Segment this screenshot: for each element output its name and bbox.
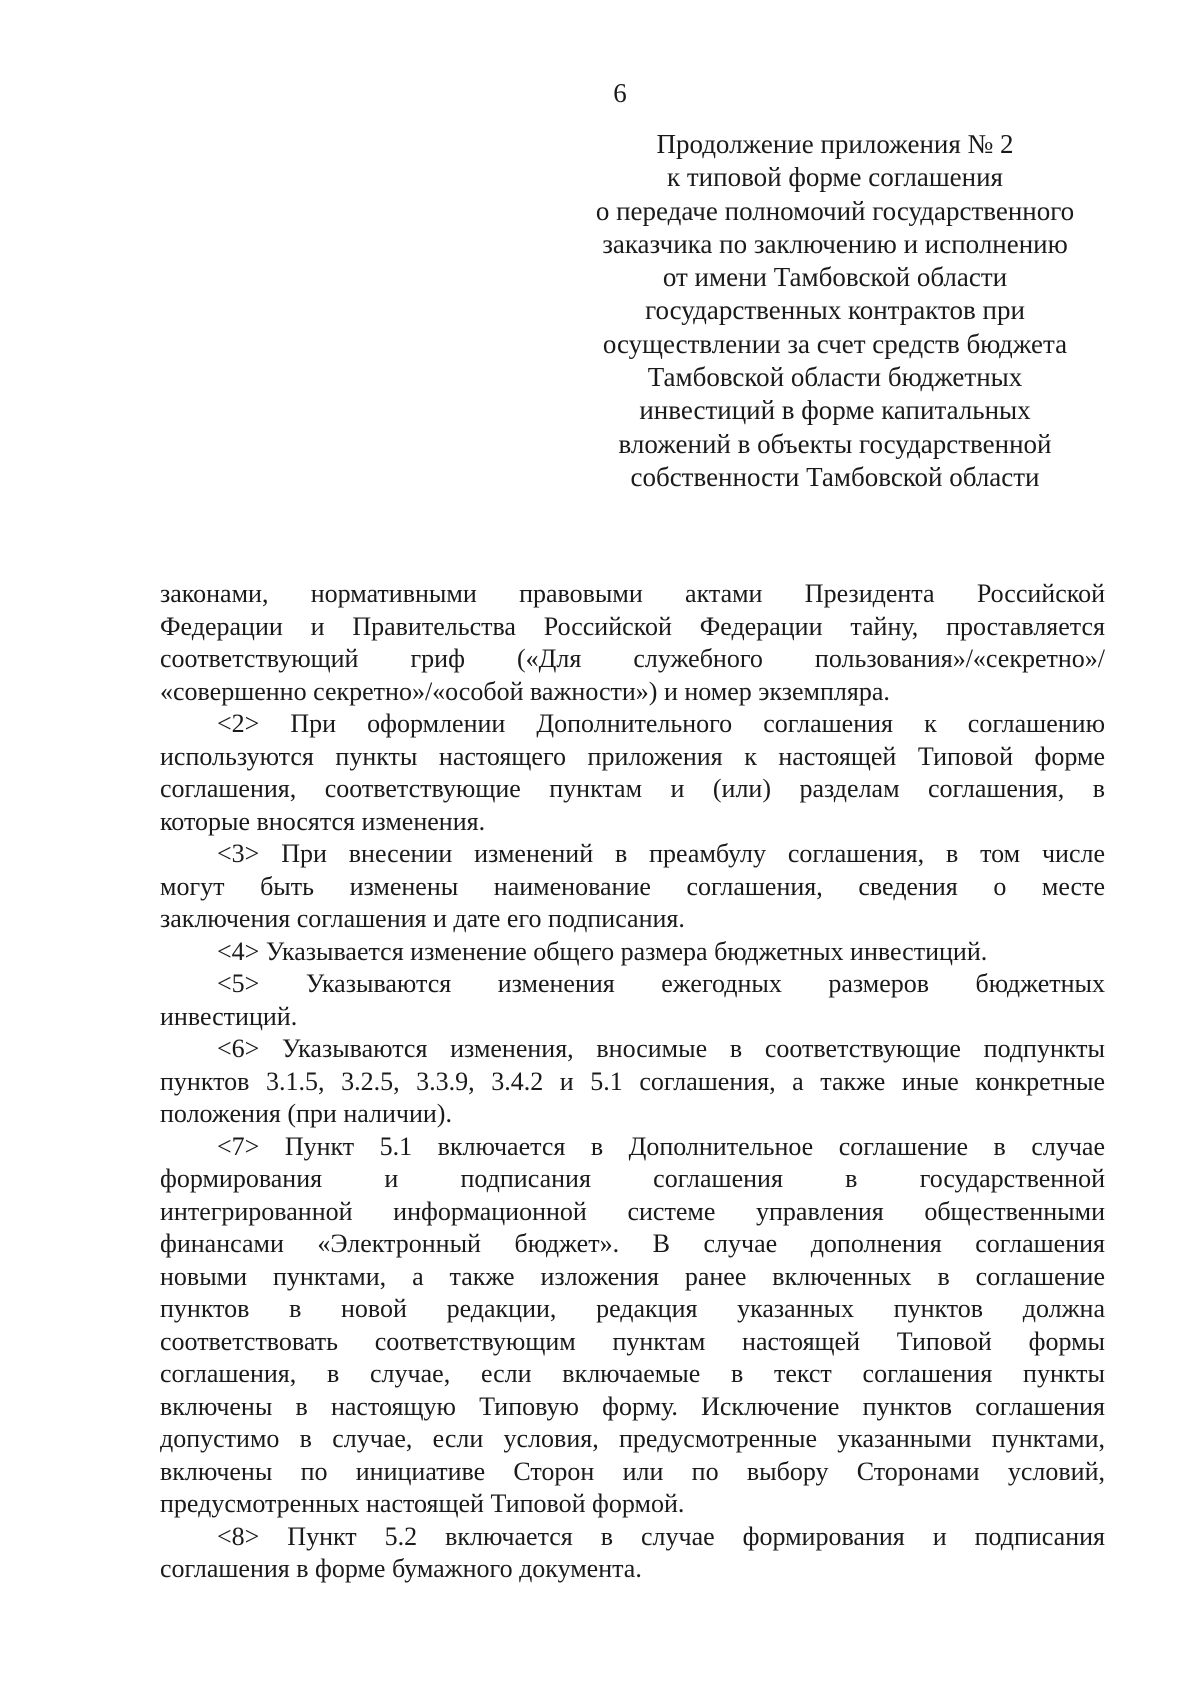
text-line: <4> Указывается изменение общего размера бюджетных инвестиций. [217,936,988,966]
text-line: используются пункты настоящего приложения к настоящей Типовой форме [160,741,1105,771]
paragraph-continuation [160,578,1105,708]
header-line: инвестиций в форме капитальных [639,395,1031,426]
text-line: новыми пунктами, а также изложения ранее включенных в соглашение [160,1261,1105,1291]
appendix-header [585,128,1085,494]
text-line: соответствующий гриф («Для служебного пользования»/«секретно»/ [160,644,1105,673]
text-line: включены в настоящую Типовую форму. Исключение пунктов соглашения [160,1391,1105,1421]
header-line: осуществлении за счет средств бюджета [602,328,1068,359]
header-line: Продолжение приложения № 2 [656,129,1014,159]
text-line: <3> При внесении изменений в преамбулу соглашения, в том числе [217,839,1105,868]
text-line: законами, нормативными правовыми актами Президента Российской [160,579,1105,608]
text-line: <2> При оформлении Дополнительного соглашения к соглашению [217,709,1105,738]
footnote-paragraph [160,708,1105,838]
header-line: государственных контрактов при [645,295,1025,326]
text-line: предусмотренных настоящей Типовой формой. [160,1489,685,1518]
page-number: 6 [613,78,627,108]
footnote-paragraph [160,838,1105,936]
header-line: от имени Тамбовской области [662,262,1008,293]
text-line: «совершенно секретно»/«особой важности») и номер экземпляра. [160,676,890,706]
footnote-paragraph [160,968,1105,1033]
text-line: инвестиций. [160,1001,298,1031]
text-line: соответствовать соответствующим пунктам настоящей Типовой формы [160,1326,1105,1356]
text-line: пунктов 3.1.5, 3.2.5, 3.3.9, 3.4.2 и 5.1 соглашения, а также иные конкретные [160,1066,1105,1096]
footnote-paragraph [160,936,1105,969]
text-line: <7> Пункт 5.1 включается в Дополнительное соглашение в случае [217,1131,1105,1161]
header-line: собственности Тамбовской области [630,461,1040,492]
header-line: Тамбовской области бюджетных [647,362,1023,393]
text-line: заключения соглашения и дате его подписания. [160,904,685,933]
text-line: включены по инициативе Сторон или по выбору Сторонами условий, [160,1456,1105,1486]
text-line: которые вносятся изменения. [160,806,486,836]
header-line: к типовой форме соглашения [667,162,1003,193]
text-line: интегрированной информационной системе управления общественными [160,1196,1105,1226]
text-line: положения (при наличии). [160,1099,452,1128]
text-line: <8> Пункт 5.2 включается в случае формирования и подписания [217,1521,1105,1551]
document-body [160,578,1105,1586]
text-line: соглашения в форме бумажного документа. [160,1554,642,1583]
text-line: соглашения, в случае, если включаемые в текст соглашения пункты [160,1359,1105,1388]
text-line: финансами «Электронный бюджет». В случае дополнения соглашения [160,1229,1105,1258]
header-line: о передаче полномочий государственного [595,195,1075,226]
text-line: Федерации и Правительства Российской Федерации тайну, проставляется [160,611,1105,641]
footnote-paragraph [160,1131,1105,1521]
text-line: <6> Указываются изменения, вносимые в соответствующие подпункты [217,1034,1105,1063]
text-line: формирования и подписания соглашения в государственной [160,1164,1105,1193]
footnote-paragraph [160,1033,1105,1131]
header-line: заказчика по заключению и исполнению [602,228,1068,259]
text-line: могут быть изменены наименование соглашения, сведения о месте [160,871,1105,901]
text-line: пунктов в новой редакции, редакция указанных пунктов должна [160,1294,1105,1323]
footnote-paragraph [160,1521,1105,1586]
text-line: допустимо в случае, если условия, предусмотренные указанными пунктами, [160,1424,1105,1453]
text-line: соглашения, соответствующие пунктам и (или) разделам соглашения, в [160,774,1105,803]
header-line: вложений в объекты государственной [618,428,1052,459]
text-line: <5> Указываются изменения ежегодных размеров бюджетных [217,969,1105,998]
